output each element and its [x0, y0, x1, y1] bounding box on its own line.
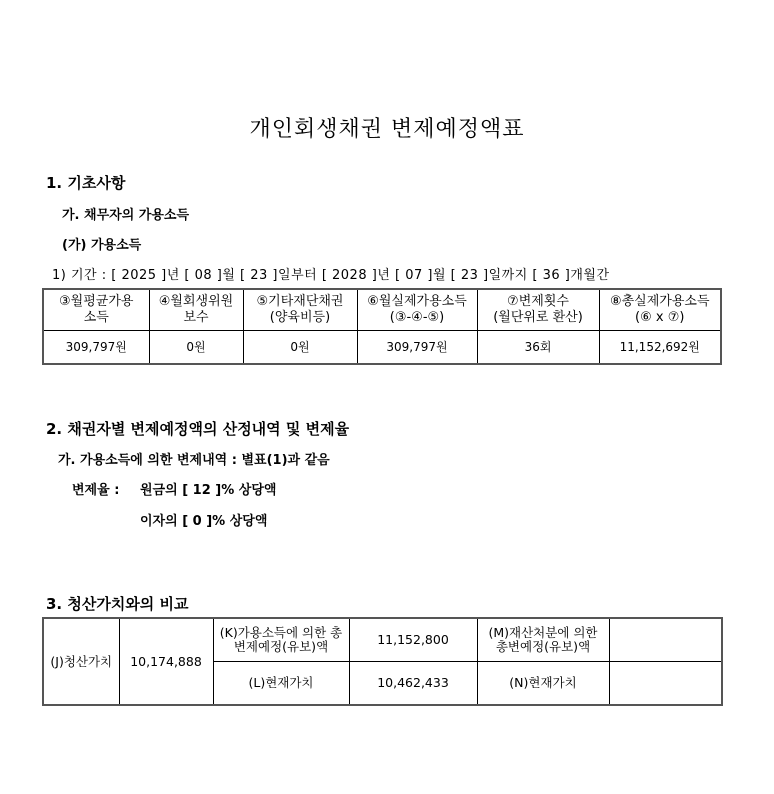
period-line: 1) 기간 : [ 2025 ]년 [ 08 ]월 [ 23 ]일부터 [ 2028 ]년 [ 07 ]월 [ 23 ]일까지 [ 36 ]개월간	[52, 268, 610, 283]
value-total-actual-income: 11,152,692원	[599, 331, 721, 365]
section1-sub-a1: (가) 가용소득	[62, 238, 142, 253]
header-monthly-avg-income: ③월평균가용 소득	[43, 289, 149, 331]
value-repayment-count: 36회	[477, 331, 599, 365]
rate-label: 변제율 :	[72, 483, 120, 498]
present-value-n-label: (N)현재가치	[477, 662, 609, 706]
header-trustee-fee: ④월회생위원 보수	[149, 289, 243, 331]
header-repayment-count: ⑦변제횟수 (월단위로 환산)	[477, 289, 599, 331]
liquidation-comparison-table	[42, 617, 723, 706]
comparison-row-1	[43, 618, 722, 662]
present-value-l: 10,462,433	[349, 662, 477, 706]
value-monthly-actual-income: 309,797원	[357, 331, 477, 365]
section2-sub-a: 가. 가용소득에 의한 변제내역 : 별표(1)과 같음	[58, 453, 330, 468]
value-trustee-fee: 0원	[149, 331, 243, 365]
interest-rate: 이자의 [ 0 ]% 상당액	[140, 514, 268, 529]
value-monthly-avg-income: 309,797원	[43, 331, 149, 365]
asset-disposal-label: (M)재산처분에 의한 총변예정(유보)액	[477, 618, 609, 662]
section1-sub-a: 가. 채무자의 가용소득	[62, 208, 190, 223]
asset-disposal-value	[609, 618, 722, 662]
income-repayment-value: 11,152,800	[349, 618, 477, 662]
section1-heading: 1. 기초사항	[46, 174, 126, 192]
principal-rate: 원금의 [ 12 ]% 상당액	[140, 483, 277, 498]
present-value-l-label: (L)현재가치	[213, 662, 349, 706]
present-value-n	[609, 662, 722, 706]
value-other-claims: 0원	[243, 331, 357, 365]
income-repayment-label: (K)가용소득에 의한 총 변제예정(유보)액	[213, 618, 349, 662]
income-table-header-row	[43, 289, 721, 331]
income-table-value-row	[43, 331, 721, 365]
page-title: 개인회생채권 변제예정액표	[249, 117, 525, 142]
liquidation-value: 10,174,888	[119, 618, 213, 705]
header-total-actual-income: ⑧총실제가용소득 (⑥ x ⑦)	[599, 289, 721, 331]
header-other-claims: ⑤기타재단채권 (양육비등)	[243, 289, 357, 331]
section2-heading: 2. 채권자별 변제예정액의 산정내역 및 변제율	[46, 420, 350, 438]
header-monthly-actual-income: ⑥월실제가용소득 (③-④-⑤)	[357, 289, 477, 331]
section3-heading: 3. 청산가치와의 비교	[46, 595, 189, 613]
liquidation-value-label: (J)청산가치	[43, 618, 119, 705]
income-table	[42, 288, 722, 365]
